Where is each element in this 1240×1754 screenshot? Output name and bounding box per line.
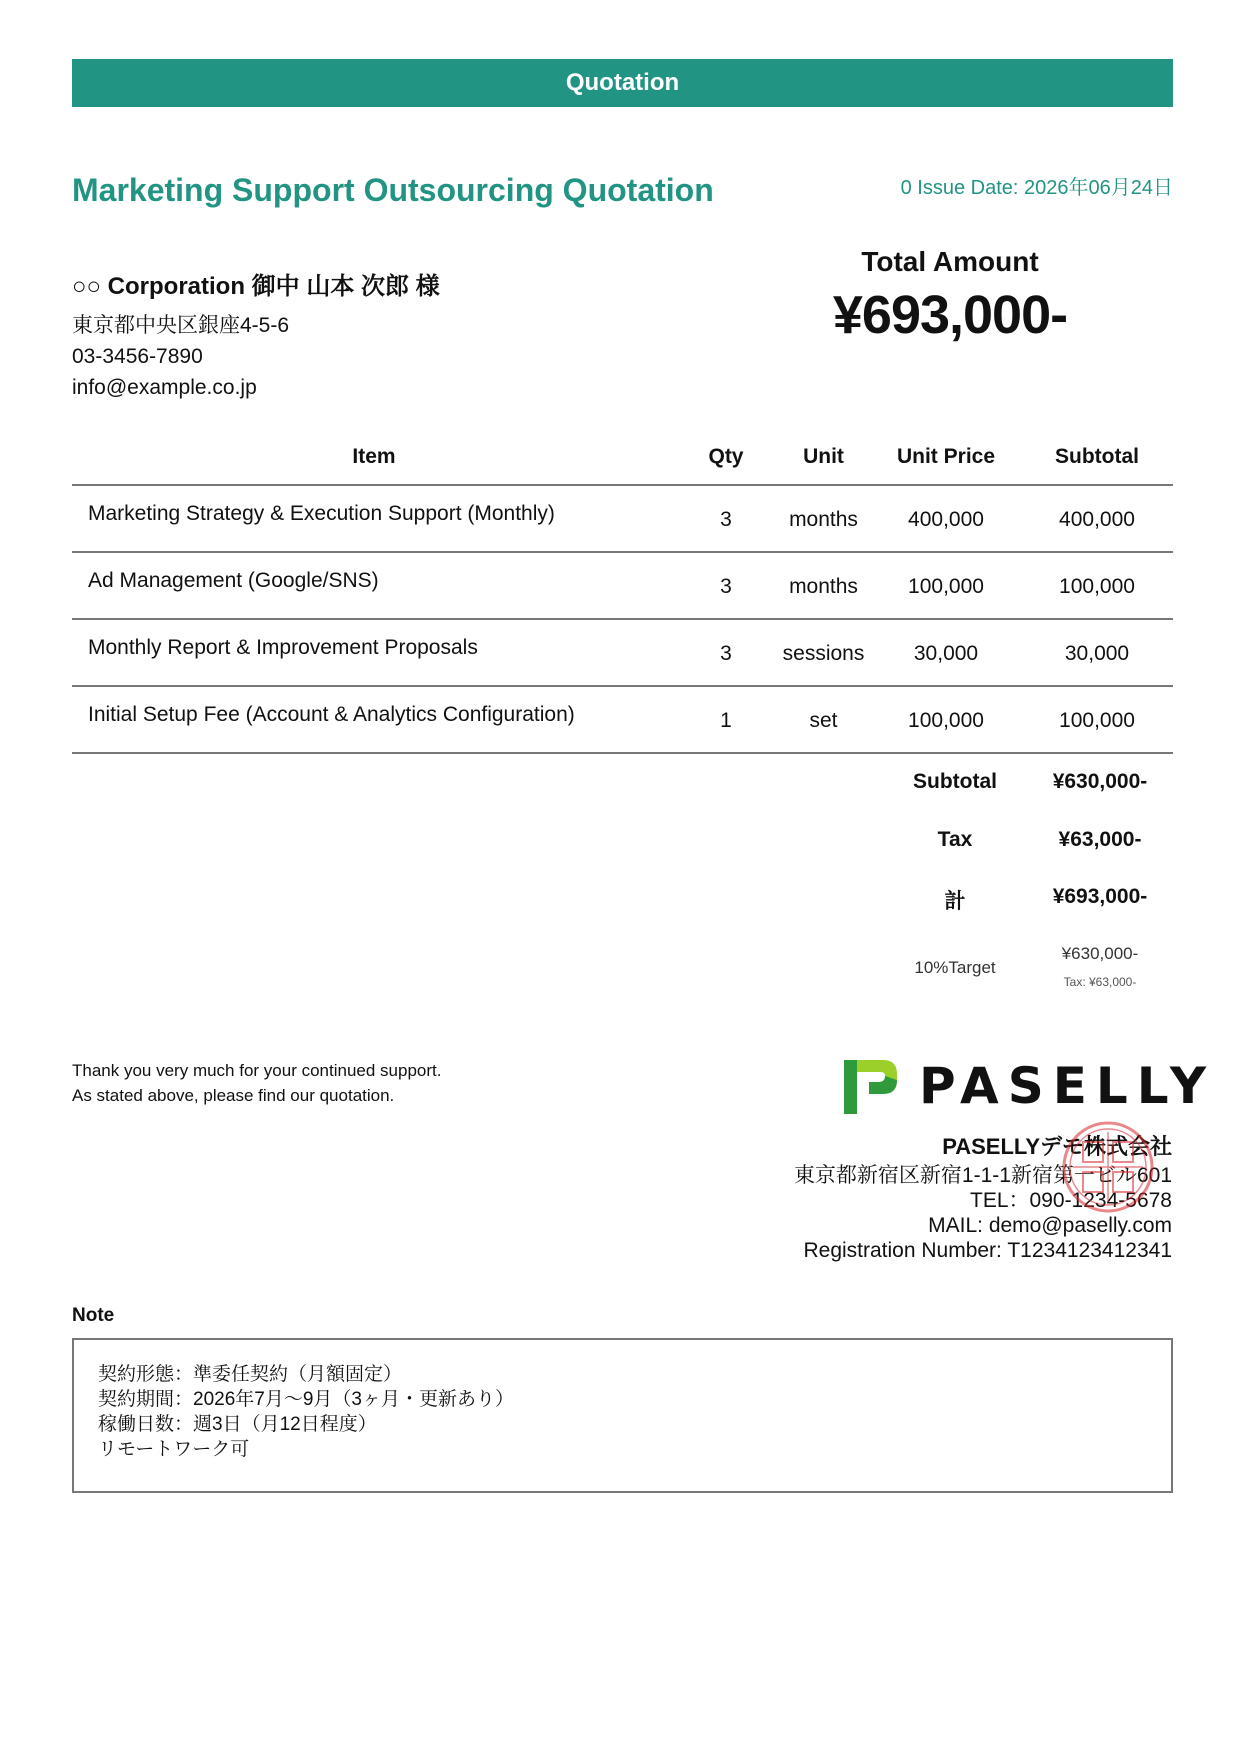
column-header-item: Item (72, 430, 676, 485)
table-row (72, 485, 1173, 552)
note-line: リモートワーク可 (98, 1439, 250, 1460)
item-subtotal: 100,000 (1021, 686, 1173, 753)
document-banner (72, 59, 1173, 107)
client-address: 東京都中央区銀座4-5-6 (72, 314, 290, 337)
note-line: 稼働日数：週3日（月12日程度） (98, 1414, 377, 1435)
item-qty: 3 (676, 485, 776, 552)
subtotal-label: Subtotal (913, 770, 997, 793)
note-box (72, 1338, 1173, 1493)
tax-rate-label: 10%Target (914, 958, 996, 977)
table-row (72, 686, 1173, 753)
column-header-subtotal: Subtotal (1021, 430, 1173, 485)
note-line: 契約期間：2026年7月〜9月（3ヶ月・更新あり） (98, 1389, 514, 1410)
item-unit-price: 30,000 (871, 619, 1021, 686)
client-email: info@example.co.jp (72, 376, 257, 399)
issuer-registration-number: Registration Number: T1234123412341 (803, 1239, 1172, 1262)
item-description: Ad Management (Google/SNS) (72, 552, 676, 619)
issue-date: 0 Issue Date: 2026年06月24日 (900, 177, 1173, 199)
column-header-unit: Unit (776, 430, 871, 485)
items-table (72, 430, 1173, 754)
table-header-row (72, 430, 1173, 485)
note-line: 契約形態：準委任契約（月額固定） (98, 1364, 403, 1385)
logo-wordmark: PASELLY (919, 1057, 1216, 1115)
total-amount-value: ¥693,000- (832, 285, 1068, 345)
item-subtotal: 100,000 (1021, 552, 1173, 619)
item-description: Initial Setup Fee (Account & Analytics Configuration) (72, 686, 676, 753)
item-unit: months (776, 552, 871, 619)
column-header-unit-price: Unit Price (871, 430, 1021, 485)
table-row (72, 619, 1173, 686)
closing-message-line: As stated above, please find our quotation. (72, 1086, 395, 1105)
subtotal-value: ¥630,000- (1052, 770, 1148, 793)
note-label: Note (72, 1305, 115, 1326)
banner-title: Quotation (565, 69, 680, 96)
company-logo (843, 1057, 1215, 1115)
total-amount-label: Total Amount (861, 246, 1039, 277)
item-description: Marketing Strategy & Execution Support (Monthly) (72, 485, 676, 552)
issuer-tel: TEL：090-1234-5678 (970, 1189, 1172, 1212)
item-qty: 1 (676, 686, 776, 753)
item-qty: 3 (676, 552, 776, 619)
item-subtotal: 30,000 (1021, 619, 1173, 686)
grand-total-label: 計 (944, 890, 966, 913)
item-unit: months (776, 485, 871, 552)
tax-rate-amount: Tax: ¥63,000- (1063, 975, 1137, 989)
issuer-mail: MAIL: demo@paselly.com (928, 1214, 1172, 1237)
item-unit: set (776, 686, 871, 753)
item-unit-price: 100,000 (871, 552, 1021, 619)
grand-total-value: ¥693,000- (1052, 885, 1148, 908)
client-name: ○○ Corporation 御中 山本 次郎 様 (72, 273, 440, 300)
table-row (72, 552, 1173, 619)
item-unit-price: 400,000 (871, 485, 1021, 552)
closing-message (72, 1058, 441, 1108)
item-unit-price: 100,000 (871, 686, 1021, 753)
item-unit: sessions (776, 619, 871, 686)
item-qty: 3 (676, 619, 776, 686)
item-description: Monthly Report & Improvement Proposals (72, 619, 676, 686)
company-seal-stamp (1061, 1120, 1155, 1214)
tax-rate-base: ¥630,000- (1061, 944, 1139, 963)
logo-mark-icon (843, 1057, 899, 1115)
tax-value: ¥63,000- (1058, 828, 1142, 851)
column-header-qty: Qty (676, 430, 776, 485)
quotation-title: Marketing Support Outsourcing Quotation (72, 172, 714, 208)
closing-message-line: Thank you very much for your continued support. (72, 1061, 442, 1080)
item-subtotal: 400,000 (1021, 485, 1173, 552)
client-phone: 03-3456-7890 (72, 345, 203, 368)
tax-label: Tax (937, 828, 973, 851)
client-contact (72, 310, 289, 403)
issuer-address: 東京都新宿区新宿1-1-1新宿第一ビル601 (793, 1164, 1172, 1187)
issuer-company-name: PASELLYデモ株式会社 (942, 1134, 1172, 1159)
